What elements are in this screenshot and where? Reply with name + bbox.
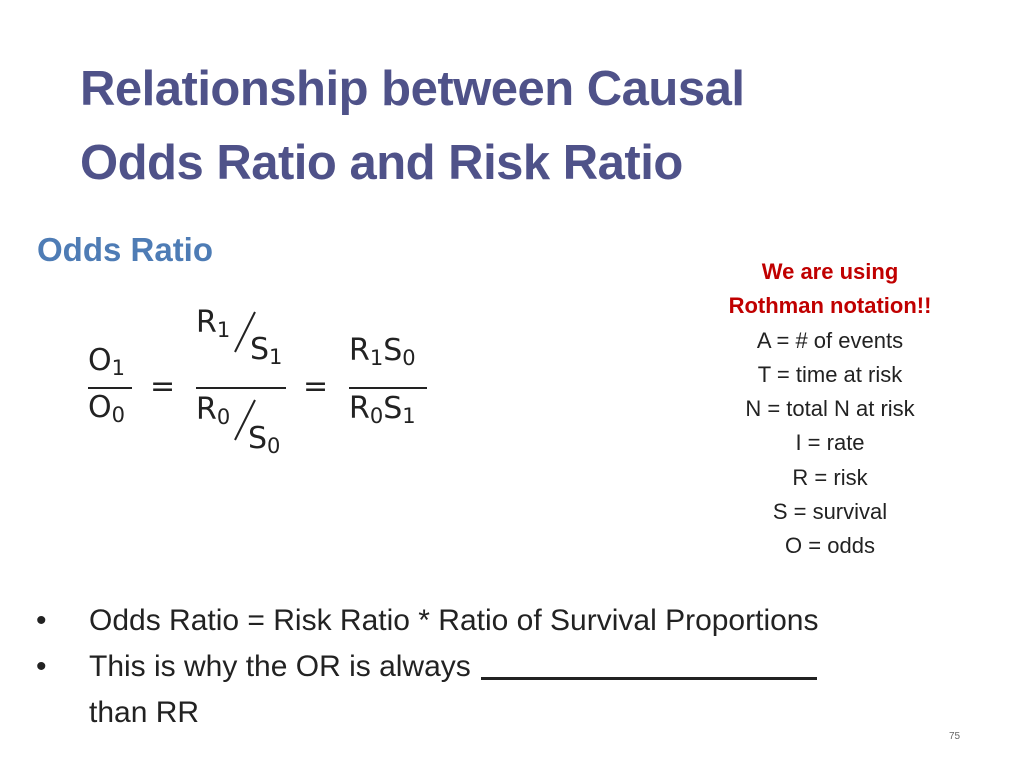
denominator-r0s1: $R_0S_1$ bbox=[349, 391, 416, 428]
notation-highlight-2: Rothman notation!! bbox=[728, 293, 932, 319]
fraction-bar-o bbox=[88, 387, 132, 389]
notation-line: A = # of events bbox=[756, 327, 904, 353]
bullet-item bbox=[36, 598, 996, 644]
bullet-text: Odds Ratio = Risk Ratio * Ratio of Survival Proportions bbox=[89, 604, 819, 637]
o1-term: $O_1$ bbox=[88, 343, 125, 380]
notation-line: R = risk bbox=[792, 464, 868, 490]
o0-term: $O_0$ bbox=[88, 390, 125, 427]
equals-sign-1: = bbox=[150, 369, 176, 404]
s1-term: $S_1$ bbox=[250, 332, 283, 369]
numerator-r1s0: $R_1S_0$ bbox=[349, 333, 416, 370]
title-line-2: Odds Ratio and Risk Ratio bbox=[80, 136, 683, 190]
notation-notes bbox=[690, 255, 970, 564]
notation-line: O = odds bbox=[785, 533, 875, 559]
r1-term: $R_1$ bbox=[196, 305, 231, 342]
r0-term: $R_0$ bbox=[196, 392, 231, 429]
fill-in-blank bbox=[481, 647, 817, 680]
slide-title bbox=[80, 52, 745, 200]
bullet-symbol: • bbox=[36, 604, 47, 637]
section-heading: Odds Ratio bbox=[37, 231, 214, 268]
bullet-text: This is why the OR is always bbox=[89, 650, 471, 683]
page-number: 75 bbox=[949, 731, 961, 742]
bullet-item bbox=[36, 644, 996, 736]
bullet-symbol: • bbox=[36, 650, 47, 683]
fraction-bar-compound bbox=[196, 387, 286, 389]
notation-line: S = survival bbox=[772, 499, 888, 525]
bullet-text-continuation: than RR bbox=[89, 696, 200, 729]
equals-sign-2: = bbox=[303, 369, 329, 404]
notation-line: T = time at risk bbox=[757, 361, 903, 387]
title-line-1: Relationship between Causal bbox=[80, 62, 745, 116]
notation-line: I = rate bbox=[795, 430, 865, 456]
bullet-list bbox=[36, 598, 996, 736]
notation-line: N = total N at risk bbox=[745, 396, 915, 422]
s0-term: $S_0$ bbox=[248, 421, 281, 458]
notation-highlight-1: We are using bbox=[761, 259, 899, 284]
fraction-bar-result bbox=[349, 387, 427, 389]
